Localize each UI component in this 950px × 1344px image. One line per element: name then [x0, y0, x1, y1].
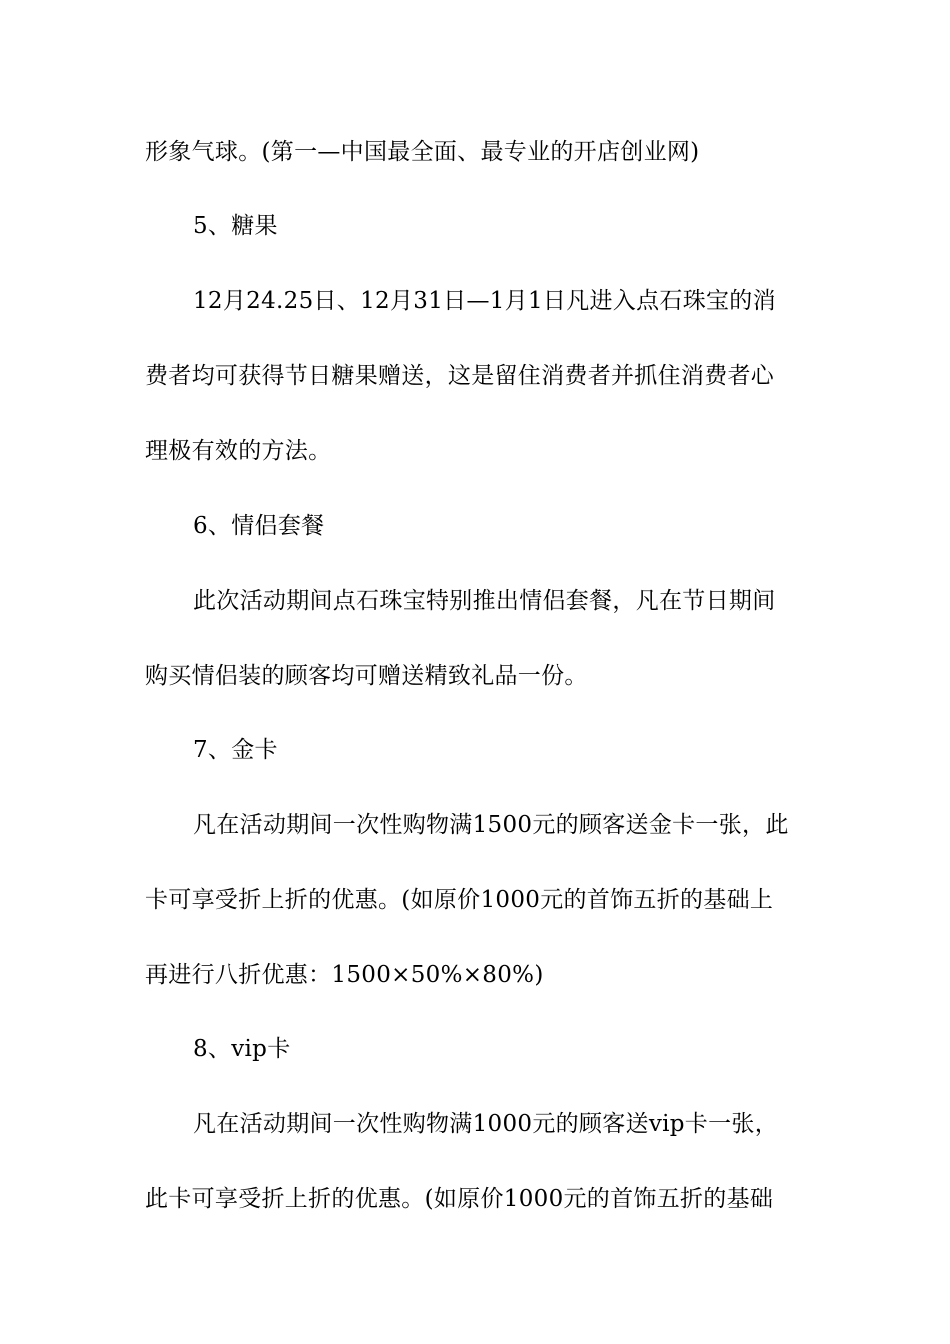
paragraph-line: 此卡可享受折上折的优惠。(如原价1000元的首饰五折的基础: [145, 1186, 774, 1212]
paragraph-line: 购买情侣装的顾客均可赠送精致礼品一份。: [145, 663, 588, 689]
paragraph-line: 此次活动期间点石珠宝特别推出情侣套餐，凡在节日期间: [193, 588, 776, 614]
paragraph-line: 卡可享受折上折的优惠。(如原价1000元的首饰五折的基础上: [145, 887, 774, 913]
paragraph-line: 理极有效的方法。: [145, 438, 332, 464]
paragraph-line: 凡在活动期间一次性购物满1000元的顾客送vip卡一张，: [193, 1111, 779, 1137]
section-heading-gold-card: 7、金卡: [193, 737, 278, 763]
paragraph-line: 再进行八折优惠：1500×50%×80%): [145, 962, 544, 988]
paragraph-line: 12月24.25日、12月31日—1月1日凡进入点石珠宝的消: [193, 288, 776, 314]
paragraph-line: 费者均可获得节日糖果赠送，这是留住消费者并抓住消费者心: [145, 363, 775, 389]
paragraph-line: 形象气球。(第一—中国最全面、最专业的开店创业网): [145, 139, 700, 165]
section-heading-couple-package: 6、情侣套餐: [193, 513, 325, 539]
section-heading-vip-card: 8、vip卡: [193, 1036, 291, 1062]
section-heading-candy: 5、糖果: [193, 213, 278, 239]
paragraph-line: 凡在活动期间一次性购物满1500元的顾客送金卡一张，此: [193, 812, 789, 838]
